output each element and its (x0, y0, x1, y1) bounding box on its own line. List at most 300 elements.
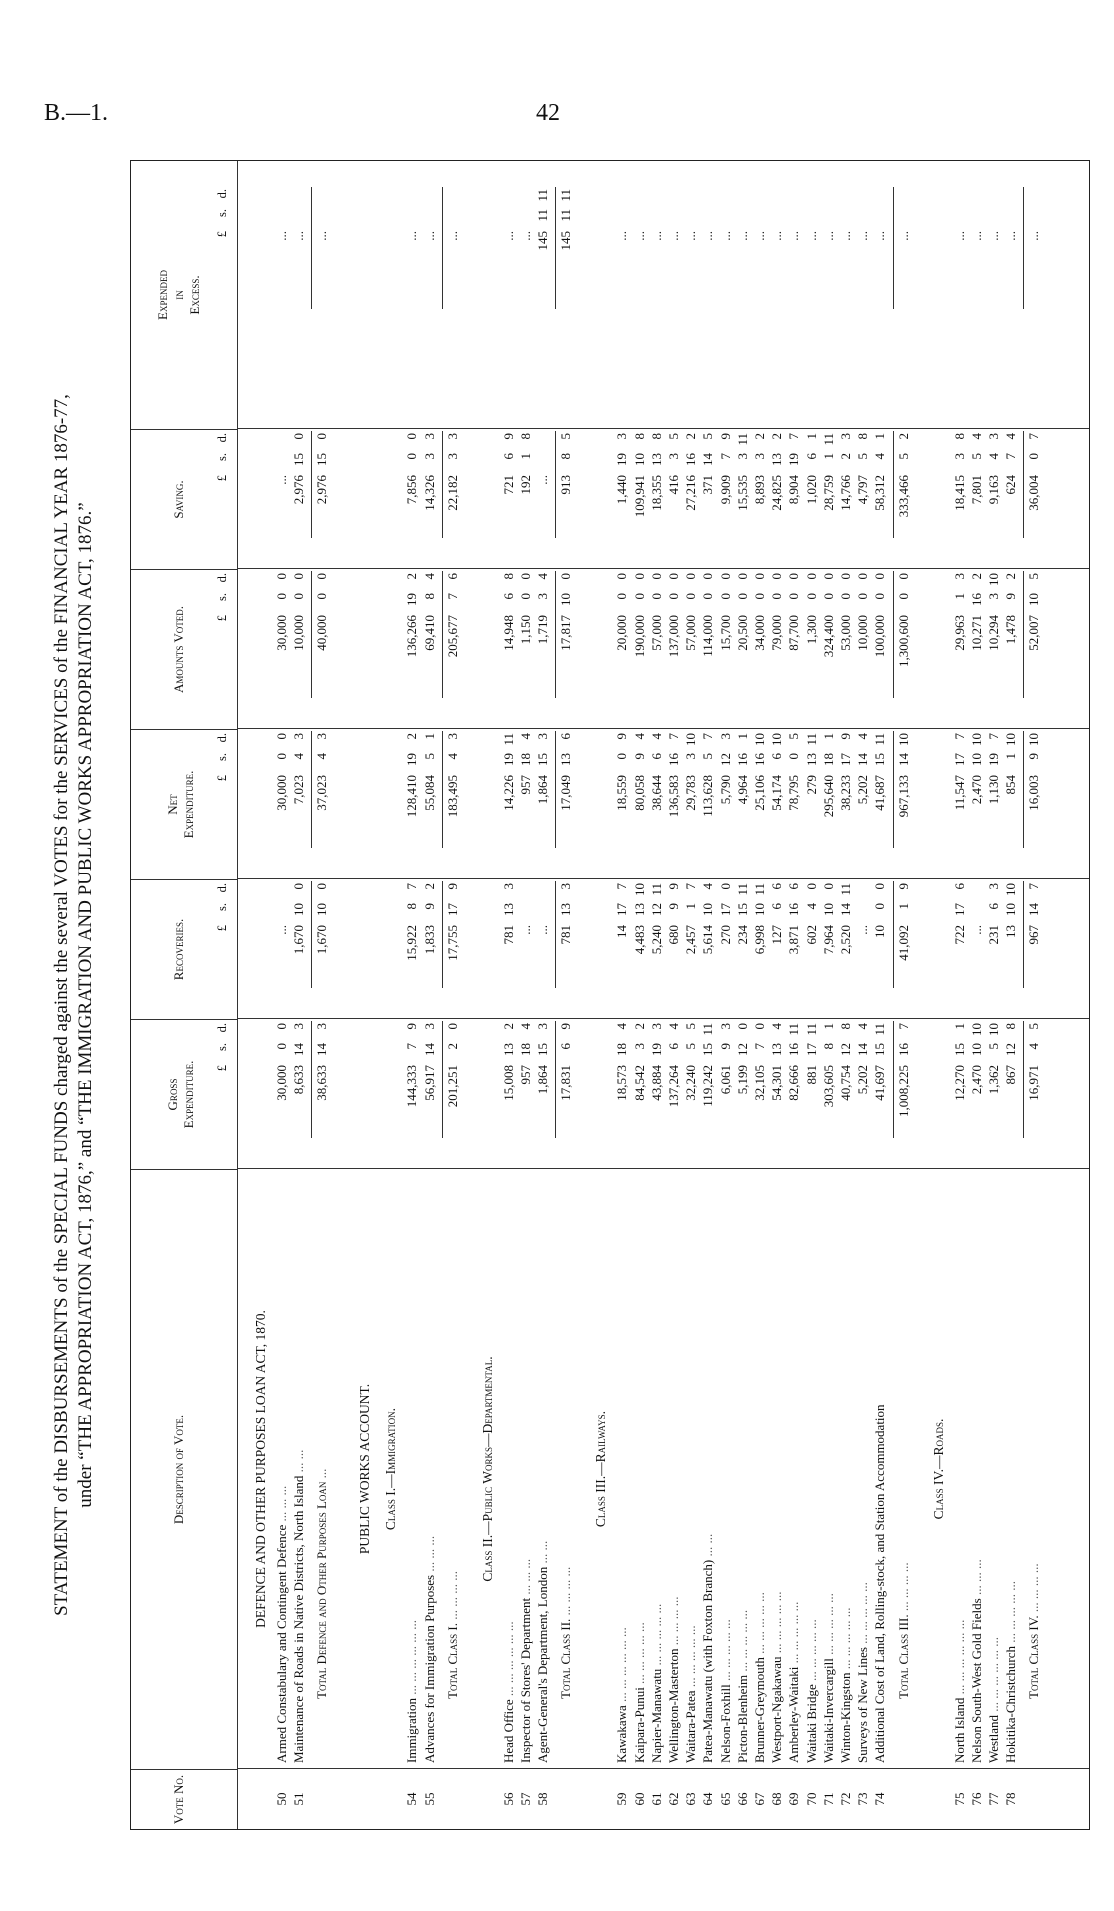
amount-rec (613, 883, 630, 1018)
vote-description (751, 1183, 768, 1763)
unit-label-d: d. (215, 573, 229, 583)
amount-pounds: 136,266 (404, 615, 420, 658)
amount-pounds: 137,264 (666, 1065, 681, 1108)
amount-pence: 2 (769, 433, 785, 440)
amount-shillings: 15 (872, 753, 888, 766)
amount-rec (768, 883, 785, 1018)
leader-dots: ... ... ... ... ... (752, 1592, 767, 1658)
amount-shillings: 0 (291, 593, 307, 600)
amount-amt (682, 573, 699, 728)
amount-pounds: 867 (1003, 1065, 1019, 1085)
amount-pounds: 145 (558, 231, 574, 251)
amount-pounds: 24,825 (769, 475, 785, 511)
amount-pounds: 680 (666, 925, 681, 945)
amount-pence: 7 (700, 733, 716, 740)
amount-shillings: 0 (855, 593, 871, 600)
amount-rec (820, 883, 837, 1018)
leader-dots: ... ... ... ... ... ... (500, 1621, 516, 1700)
amount-pounds: 14 (614, 925, 630, 938)
rotated-statement (50, 155, 1095, 1855)
amount-rec (871, 883, 888, 1018)
total-rule (893, 731, 894, 848)
amount-rec (699, 883, 716, 1018)
amount-pounds: 41,687 (872, 775, 888, 811)
amount-pence: 10 (968, 733, 984, 746)
amount-gross (290, 1023, 307, 1168)
amount-pence: 7 (951, 733, 967, 740)
amount-shillings: 16 (683, 453, 699, 466)
amount-pence: 0 (895, 573, 911, 580)
amount-pounds: 15,008 (500, 1065, 516, 1101)
amount-pence: 2 (404, 573, 420, 580)
total-rule (555, 1021, 556, 1138)
amount-pounds: 7,964 (820, 925, 836, 955)
amount-rec (500, 883, 517, 1018)
amount-shillings: 9 (1003, 593, 1019, 600)
amount-shillings: 9 (1026, 753, 1042, 760)
amount-pence: 8 (951, 433, 967, 440)
amount-pence: 1 (951, 1023, 967, 1030)
amount-shillings: 3 (444, 453, 460, 460)
amount-pence: 11 (558, 189, 574, 202)
amount-pounds: 56,917 (421, 1065, 437, 1101)
amount-shillings: 17 (614, 903, 630, 916)
amount-rec (985, 883, 1002, 1018)
total-rule (311, 187, 312, 309)
amount-pence: 1 (820, 1023, 836, 1030)
header-rule (237, 161, 238, 1829)
amount-amt (403, 573, 420, 728)
amount-exc (403, 189, 420, 339)
page-number: 42 (536, 100, 560, 126)
amount-pence: 7 (1026, 433, 1042, 440)
amount-shillings: 14 (314, 1043, 330, 1056)
amount-net (871, 733, 888, 878)
amount-gross (854, 1023, 871, 1168)
amount-shillings: 10 (1026, 593, 1042, 606)
amount-pence (273, 433, 290, 447)
amount-pence: 5 (683, 1023, 699, 1030)
amount-amt (951, 573, 968, 728)
table-row (403, 159, 420, 1829)
amount-pence: 1 (803, 433, 819, 440)
amount-rec (895, 883, 912, 1018)
amount-amt (768, 573, 785, 728)
description-text: Total Class I. (444, 1623, 460, 1699)
amount-sav (273, 433, 290, 568)
amount-pence: 0 (314, 433, 330, 440)
amount-rec (751, 883, 768, 1018)
table-row (500, 159, 517, 1829)
amount-pounds: 1,300 (803, 615, 819, 645)
amount-gross (968, 1023, 985, 1168)
amount-shillings: 6 (986, 903, 1001, 910)
amount-pence (500, 189, 517, 203)
total-rule (311, 731, 312, 848)
total-rule (311, 571, 312, 698)
amount-pounds: 25,106 (752, 775, 767, 811)
section-heading: DEFENCE AND OTHER PURPOSES LOAN ACT, 1870. (253, 1310, 268, 1628)
amount-shillings: 12 (648, 903, 664, 916)
table-row (517, 159, 534, 1829)
amount-shillings: 7 (444, 593, 460, 600)
total-rule (1023, 1021, 1024, 1138)
amount-shillings: 9 (717, 1043, 733, 1050)
unit-label-s: s. (215, 209, 229, 217)
amount-shillings (985, 209, 1002, 225)
total-rule (893, 571, 894, 698)
amount-pounds: ... (1003, 231, 1019, 241)
table-row (665, 159, 682, 1829)
leader-dots: ... ... (291, 1449, 307, 1476)
amount-rec (1025, 883, 1042, 1018)
unit-labels (215, 1023, 230, 1168)
amount-pounds: 5,202 (855, 775, 871, 805)
amount-pounds: 957 (518, 1065, 533, 1085)
amount-shillings: 10 (820, 903, 836, 916)
amount-exc (985, 189, 1002, 339)
amount-shillings (968, 209, 985, 225)
leader-dots: ... ... ... ... (895, 1562, 911, 1615)
amount-pence (895, 189, 912, 203)
amount-shillings (631, 209, 648, 225)
amount-pounds: 13 (1003, 925, 1019, 938)
amount-sav (985, 433, 1002, 568)
amount-exc (837, 189, 854, 339)
vote-number: 72 (838, 1792, 853, 1806)
title-line-2: under “THE APPROPRIATION ACT, 1876,” and “THE IMMIGRATION AND PUBLIC WORKS APPROPRIATION ACT, 1876.” (75, 502, 96, 1508)
table-row (648, 159, 665, 1829)
amount-amt (871, 573, 888, 728)
amount-pence: 3 (951, 573, 967, 580)
amount-shillings (895, 209, 912, 225)
leader-dots: ... ... ... ... (1026, 1563, 1042, 1616)
amount-pence: 6 (769, 883, 785, 890)
amount-shillings: 0 (404, 453, 420, 460)
amount-pence: 8 (855, 433, 871, 440)
amount-exc (951, 189, 968, 339)
amount-net (665, 733, 682, 878)
amount-pounds: 1,440 (614, 475, 630, 505)
amount-pence: 4 (855, 733, 871, 740)
vote-description (290, 1183, 307, 1763)
vote-number: 71 (820, 1792, 836, 1806)
amount-pounds: 1,719 (535, 615, 551, 645)
amount-pounds: 854 (1003, 775, 1019, 795)
vote-number: 61 (648, 1792, 664, 1806)
amount-shillings: 14 (1026, 903, 1042, 916)
amount-rec (803, 883, 820, 1018)
amount-shillings: 10 (291, 903, 307, 916)
amount-shillings: 17 (444, 903, 460, 916)
unit-label-d: d. (215, 1023, 229, 1033)
amount-shillings: 4 (986, 453, 1001, 460)
amount-amt (1025, 573, 1042, 728)
amount-amt (734, 573, 751, 728)
amount-shillings: 14 (700, 453, 716, 466)
vote-description (1025, 1119, 1042, 1699)
amount-net (734, 733, 751, 878)
leader-dots: ... ... ... ... ... (631, 1622, 647, 1688)
amount-sav (444, 433, 461, 568)
amount-pence: 0 (291, 433, 307, 440)
amount-pounds: 1,130 (986, 775, 1001, 805)
amount-exc (785, 189, 802, 339)
table-row (803, 159, 820, 1829)
amount-shillings: 8 (404, 903, 420, 910)
amount-pence: 3 (986, 433, 1001, 440)
amount-pence: 0 (820, 573, 836, 580)
table-row (273, 159, 290, 1829)
description-text: Total Class III. (895, 1614, 911, 1699)
amount-pounds: 967 (1026, 925, 1042, 945)
amount-shillings: 10 (968, 753, 984, 766)
amount-pence: 7 (683, 883, 699, 890)
amount-shillings: 4 (314, 753, 330, 760)
amount-shillings: 19 (786, 453, 802, 466)
amount-shillings: 17 (951, 753, 967, 766)
amount-sav (837, 433, 854, 568)
amount-pounds: 10,294 (986, 615, 1001, 651)
amount-pounds: 79,000 (769, 615, 785, 651)
amount-amt (785, 573, 802, 728)
amount-pounds: 41,092 (895, 925, 911, 961)
total-rule (1023, 571, 1024, 698)
amount-pounds: 8,633 (291, 1065, 307, 1095)
amount-gross (517, 1023, 534, 1168)
amount-pounds: 30,000 (274, 1065, 289, 1101)
amount-pence: 3 (291, 1023, 307, 1030)
amount-shillings: 18 (518, 753, 533, 766)
amount-shillings: 12 (838, 1043, 853, 1056)
amount-shillings: 1 (895, 903, 911, 910)
total-row (557, 159, 574, 1829)
vote-number: 60 (631, 1792, 647, 1806)
amount-pounds: ... (291, 231, 307, 241)
amount-net (648, 733, 665, 878)
amount-shillings: 6 (769, 753, 785, 760)
amount-exc (500, 189, 517, 339)
table-row (1002, 159, 1019, 1829)
unit-label-p: £ (215, 925, 229, 932)
amount-pounds: 55,084 (421, 775, 437, 811)
amount-pence: 3 (444, 733, 460, 740)
total-rule (893, 187, 894, 309)
amount-pence: 0 (648, 573, 664, 580)
amount-rec (717, 883, 734, 1018)
amount-pence: 0 (274, 733, 289, 740)
class-heading: Class II.—Public Works—Departmental. (479, 1356, 495, 1582)
unit-label-p: £ (215, 775, 229, 782)
amount-shillings (1025, 209, 1042, 225)
amount-pence: 9 (838, 733, 853, 740)
amount-exc (717, 189, 734, 339)
amount-pounds: 38,633 (314, 1065, 330, 1101)
total-rule (442, 1021, 443, 1138)
amount-gross (421, 1023, 438, 1168)
amount-sav (534, 433, 551, 568)
amount-pounds: 29,963 (951, 615, 967, 651)
amount-shillings: 12 (717, 753, 733, 766)
amount-pounds: 78,795 (786, 775, 802, 811)
amount-pounds: 58,312 (872, 475, 888, 511)
amount-exc (665, 189, 682, 339)
amount-pence: 9 (404, 1023, 420, 1030)
amount-shillings (837, 209, 854, 225)
vote-description (854, 1183, 871, 1763)
amount-pounds: 183,495 (444, 775, 460, 818)
amount-shillings: 3 (986, 593, 1001, 600)
description-text: Waitaki Bridge (803, 1684, 819, 1763)
vote-number: 66 (734, 1792, 750, 1806)
amount-shillings: 19 (404, 753, 420, 766)
amount-pence: 0 (769, 573, 785, 580)
col-header-net: Net Expenditure. (131, 729, 237, 879)
table-row (768, 159, 785, 1829)
statement-title (50, 155, 120, 1855)
total-rule (442, 431, 443, 538)
amount-shillings: 11 (535, 209, 551, 222)
amount-shillings: 6 (666, 1043, 681, 1050)
leader-dots: ... ... ... ... (558, 1566, 574, 1619)
amount-pounds: 1,833 (421, 925, 437, 955)
title-line-1: STATEMENT of the DISBURSEMENTS of the SPECIAL FUNDS charged against the several VOTES for the SERVICES of the FINANCIAL YEAR 1876-77, (51, 394, 72, 1616)
description-text: Immigration (404, 1698, 420, 1763)
amount-pence: 2 (631, 1023, 647, 1030)
amount-sav (421, 433, 438, 568)
amount-amt (613, 573, 630, 728)
amount-sav (717, 433, 734, 568)
description-text: Armed Constabulary and Contingent Defence (274, 1524, 289, 1763)
amount-rec (837, 883, 854, 1018)
amount-pounds: 1,864 (535, 775, 551, 805)
amount-pence (613, 189, 630, 203)
amount-pounds: 40,000 (314, 615, 330, 651)
amount-shillings: 13 (500, 903, 516, 916)
amount-pence: 10 (986, 1023, 1001, 1036)
amount-pence: 4 (421, 573, 437, 580)
amount-sav (1025, 433, 1042, 568)
amount-shillings: 14 (421, 1043, 437, 1056)
amount-pence (951, 189, 968, 203)
amount-pence: 4 (1003, 433, 1019, 440)
amount-shillings (871, 209, 888, 225)
amount-pounds: 14,226 (500, 775, 516, 811)
unit-labels (215, 883, 230, 1018)
amount-shillings (313, 209, 330, 225)
amount-shillings: 17 (838, 753, 853, 766)
table-row (734, 159, 751, 1829)
amount-pounds: 5,240 (648, 925, 664, 955)
amount-exc (871, 189, 888, 339)
amount-amt (421, 573, 438, 728)
unit-labels (215, 573, 230, 728)
table-row (854, 159, 871, 1829)
amount-shillings: 12 (1003, 1043, 1019, 1056)
vote-description (613, 1183, 630, 1763)
amount-pounds: 52,007 (1026, 615, 1042, 651)
amount-pence: 0 (855, 573, 871, 580)
amount-pounds: 54,174 (769, 775, 785, 811)
vote-number: 76 (968, 1792, 984, 1806)
amount-sav (517, 433, 534, 568)
vote-number: 77 (986, 1792, 1001, 1806)
amount-pounds: 113,628 (700, 775, 716, 817)
amount-pounds: 57,000 (683, 615, 699, 651)
unit-label-p: £ (215, 475, 229, 482)
amount-shillings: 5 (683, 1043, 699, 1050)
amount-shillings: 0 (1026, 453, 1042, 460)
amount-pence: 7 (666, 733, 681, 740)
vote-number: 56 (500, 1792, 516, 1806)
unit-label-d: d. (215, 733, 229, 743)
amount-pounds: ... (518, 925, 533, 935)
amount-pence (534, 883, 551, 897)
amount-shillings: 13 (558, 903, 574, 916)
amount-pounds: 967,133 (895, 775, 911, 818)
amount-pounds: 10,271 (968, 615, 984, 651)
leader-dots: ... ... ... ... ... (648, 1603, 664, 1669)
amount-exc (699, 189, 716, 339)
amount-pounds: 333,466 (895, 475, 911, 518)
amount-gross (1025, 1023, 1042, 1168)
amount-pence: 7 (986, 733, 1001, 740)
amount-shillings: 6 (500, 593, 516, 600)
amount-pounds: 303,605 (820, 1065, 836, 1108)
amount-pence: 11 (700, 1023, 716, 1036)
amount-shillings: 1 (820, 453, 836, 460)
amount-shillings: 16 (786, 903, 802, 916)
amount-shillings: 0 (700, 593, 716, 600)
description-text: Total Defence and Other Purposes Loan (314, 1481, 330, 1699)
vote-number: 74 (872, 1792, 888, 1806)
amount-shillings: 3 (535, 593, 551, 600)
amount-pounds: 15,535 (734, 475, 750, 511)
amount-pounds: 192 (518, 475, 533, 495)
description-text: Kawakawa (614, 1705, 630, 1763)
amount-amt (517, 573, 534, 728)
amount-pounds: 3,871 (786, 925, 802, 955)
amount-gross (803, 1023, 820, 1168)
amount-rec (665, 883, 682, 1018)
amount-pence: 1 (734, 733, 750, 740)
amount-pence: 11 (803, 733, 819, 746)
table-row (951, 159, 968, 1829)
amount-net (895, 733, 912, 878)
amount-pounds: 1,670 (291, 925, 307, 955)
amount-pounds: ... (769, 231, 785, 241)
amount-shillings: 6 (648, 753, 664, 760)
description-text: Amberley-Waitaki (786, 1666, 802, 1763)
amount-pounds: 28,759 (820, 475, 836, 511)
amount-pence: 9 (444, 883, 460, 890)
amount-sav (871, 433, 888, 568)
amount-pounds: 128,410 (404, 775, 420, 818)
amount-shillings: 10 (700, 903, 716, 916)
amount-shillings: 0 (314, 593, 330, 600)
amount-shillings: 17 (717, 903, 733, 916)
vote-description (871, 1183, 888, 1763)
amount-pence: 0 (717, 573, 733, 580)
amount-shillings (820, 209, 837, 225)
table-row (820, 159, 837, 1829)
amount-shillings: 13 (769, 1043, 785, 1056)
amount-pence: 11 (786, 1023, 802, 1036)
amount-shillings (613, 209, 630, 225)
amount-amt (854, 573, 871, 728)
amount-pounds: 957 (518, 775, 533, 795)
amount-sav (854, 433, 871, 568)
